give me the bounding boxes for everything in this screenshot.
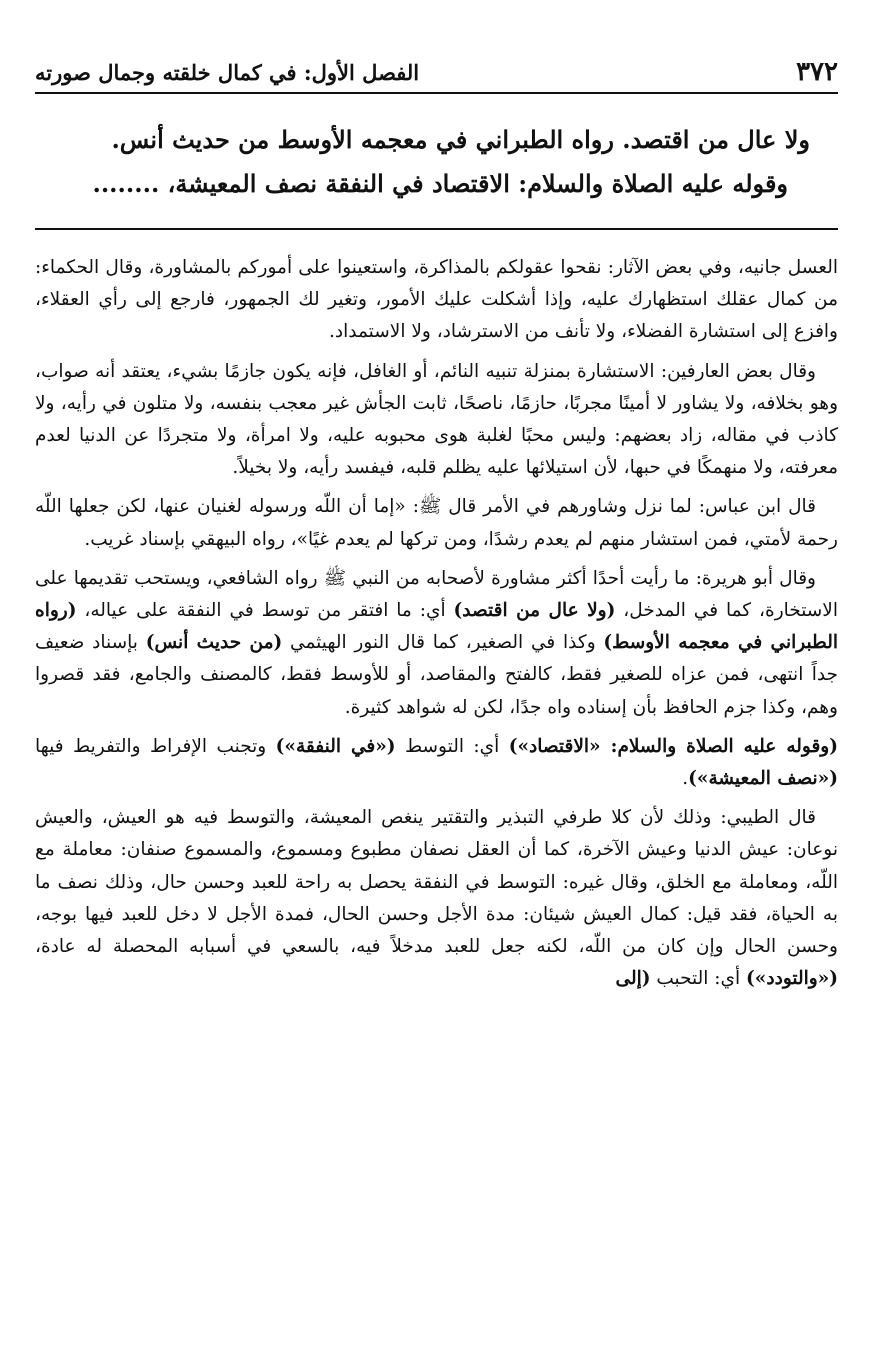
commentary-paragraph-4 [35,563,838,724]
main-text-box [35,118,838,230]
p5-quote-2: («في النفقة») [275,735,396,757]
p4-text-3: وكذا في الصغير، كما قال النور الهيثمي [282,632,604,654]
commentary-paragraph-1: العسل جانيه، وفي بعض الآثار: نقحوا عقولكم بالمذاكرة، واستعينوا على أموركم بالمشاورة، وقال الحكماء: من كمال عقلك استظهارك عليه، وإذا أشكلت عليك الأمور، وتغير لك الجمهور، فارجع إلى رأي العقلاء، وافزع إلى استشارة الفضلاء، ولا تأنف من الاسترشاد، ولا الاستمداد. [35,257,838,343]
p5-quote-3: («نصف المعيشة») [688,768,838,790]
page-header [35,52,838,94]
page-number: ٣٧٢ [796,57,838,87]
p4-quote-1: (ولا عال من اقتصد) [453,600,616,622]
commentary [35,252,838,1002]
p6-quote-2: (إلى [615,968,651,990]
commentary-paragraph-5 [35,731,838,795]
p5-quote-1: (وقوله عليه الصلاة والسلام: «الاقتصاد») [508,735,838,757]
p5-text-3: . [682,768,689,790]
p4-quote-2: (رواه الطبراني في معجمه الأوسط) [35,600,839,654]
p6-text-1: قال الطيبي: وذلك لأن كلا طرفي التبذير والتقتير ينغص المعيشة، والتوسط فيه هو العيش، والعيش نوعان: عيش الدنيا وعيش الآخرة، كما أن العقل نصفان مطبوع ومسموع، والمسموع صنفان: معاملة مع اللّه، ومعاملة مع الخلق، وقال غيره: التوسط في النفقة يحصل به راحة للعبد وحسن حال، وذلك نصف ما به الحياة، فقد قيل: كمال العيش شيئان: مدة الأجل وحسن الحال، فمدة الأجل لا دخل للعبد فيها بوجه، وحسن الحال وإن كان من اللّه، لكنه جعل للعبد مدخلاً فيه، بالسعي في أسبابه المحصلة له عادة، [35,807,838,958]
commentary-paragraph-2: وقال بعض العارفين: الاستشارة بمنزلة تنبيه النائم، أو الغافل، فإنه يكون جازمًا بشيء، يعتقد أنه صواب، وهو بخلافه، ولا يشاور لا أمينًا مجربًا، حازمًا، ناصحًا، ثابت الجأش غير معجب بنفسه، ولا متلون في رأيه، ولا كاذب في مقاله، زاد بعضهم: وليس محبًا لغلبة هوى محبوبه عليه، ولا امرأة، ولا متجردًا عن الدنيا لعدم معرفته، ولا منهمكًا في حبها، لأن استيلائها عليه يظلم قلبه، فيفسد رأيه، ولا بخيلاً. [35,360,838,479]
main-text-line-1: ولا عال من اقتصد. رواه الطبراني في معجمه الأوسط من حديث أنس. [111,125,810,154]
p4-text-1: وقال أبو هريرة: ما رأيت أحدًا أكثر مشاورة لأصحابه من النبي ﷺ رواه الشافعي، ويستحب تقديمها على الاستخارة، كما في المدخل، [35,567,838,622]
chapter-title: الفصل الأول: في كمال خلقته وجمال صورته [35,59,420,85]
p6-quote-1: («والتودد») [746,968,838,990]
p4-text-2: أي: ما افتقر من توسط في النفقة على عياله، [76,600,454,622]
p5-text-1: أي: التوسط [395,735,509,757]
p4-text-4: بإسناد ضعيف جداً انتهى، فمن عزاه للصغير فقط، كالفتح والمقاصد، أو للأوسط فقط، كالمصنف والجامع، فقد قصروا وهم، وكذا جزم الحافظ بأن إسناده واه جدًا، لكن له شواهد كثيرة. [35,632,838,718]
p5-text-2: وتجنب الإفراط والتفريط فيها [35,735,276,757]
commentary-paragraph-6 [35,802,838,995]
main-text-line-2: وقوله عليه الصلاة والسلام: الاقتصاد في النفقة نصف المعيشة، ........ [92,169,788,198]
commentary-paragraph-3: قال ابن عباس: لما نزل وشاورهم في الأمر قال ﷺ: «إما أن اللّه ورسوله لغنيان عنها، لكن جعلها اللّه رحمة لأمتي، فمن استشار منهم لم يعدم رشدًا، ومن تركها لم يعدم غيًا»، رواه البيهقي بإسناد غريب. [35,496,838,550]
p4-quote-3: (من حديث أنس) [145,632,283,654]
p6-text-2: أي: التحبب [650,968,747,990]
